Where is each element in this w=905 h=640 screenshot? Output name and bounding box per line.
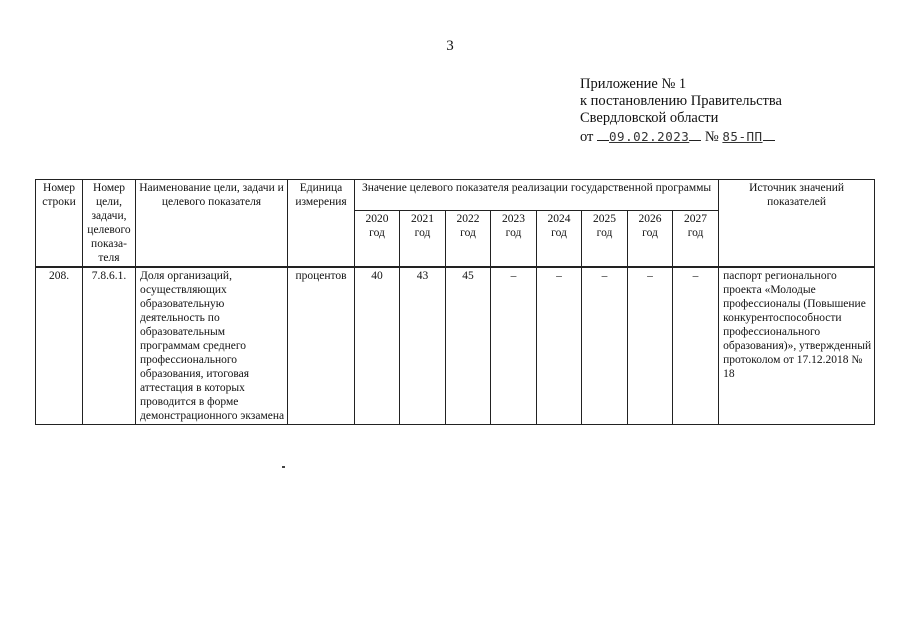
appendix-subtitle: к постановлению Правительства	[580, 93, 782, 109]
appendix-title: Приложение № 1	[580, 76, 687, 92]
header-year-2024: 2024 год	[537, 210, 582, 267]
header-year-2027: 2027 год	[673, 210, 719, 267]
header-row-number: Номер строки	[36, 180, 83, 268]
cell-value-2022: 45	[446, 267, 491, 425]
cell-value-2021: 43	[400, 267, 446, 425]
header-year-2026: 2026 год	[628, 210, 673, 267]
cell-source: паспорт регионального проекта «Молодые профессионалы (Повышение конкурентоспособности профессионального образования)», утвержденный протоколом от 17.12.2018 № 18	[719, 267, 875, 425]
cell-value-2020: 40	[355, 267, 400, 425]
header-goal-number: Номер цели, задачи, целевого показа-теля	[83, 180, 136, 268]
cell-unit: процентов	[288, 267, 355, 425]
cell-value-2023: –	[491, 267, 537, 425]
cell-goal-number: 7.8.6.1.	[83, 267, 136, 425]
header-year-2022: 2022 год	[446, 210, 491, 267]
header-year-2023: 2023 год	[491, 210, 537, 267]
date-prefix: от	[580, 129, 594, 145]
cell-value-2025: –	[582, 267, 628, 425]
indicators-table	[35, 179, 875, 425]
header-unit: Единица измерения	[288, 180, 355, 268]
date-underline-right	[689, 127, 701, 141]
document-number: 85-ПП	[722, 129, 763, 144]
appendix-header	[580, 76, 880, 146]
cell-value-2026: –	[628, 267, 673, 425]
cell-name: Доля организаций, осуществляющих образовательную деятельность по образовательным программам среднего профессионального образования, итоговая аттестация в которых проводится в форме демонстрационного экзамена	[136, 267, 288, 425]
document-date: 09.02.2023	[609, 129, 690, 144]
appendix-date-line	[580, 127, 880, 146]
cell-row-number: 208.	[36, 267, 83, 425]
header-source: Источник значений показателей	[719, 180, 875, 268]
header-name: Наименование цели, задачи и целевого показателя	[136, 180, 288, 268]
header-values-group: Значение целевого показателя реализации государственной программы	[355, 180, 719, 211]
stray-mark	[282, 466, 285, 468]
number-prefix: №	[704, 129, 719, 145]
page-number: 3	[446, 38, 454, 54]
number-underline	[763, 127, 775, 141]
header-year-2021: 2021 год	[400, 210, 446, 267]
table-row	[36, 267, 875, 425]
cell-value-2024: –	[537, 267, 582, 425]
appendix-region: Свердловской области	[580, 110, 719, 126]
header-year-2020: 2020 год	[355, 210, 400, 267]
cell-value-2027: –	[673, 267, 719, 425]
date-underline-left	[597, 127, 609, 141]
header-year-2025: 2025 год	[582, 210, 628, 267]
